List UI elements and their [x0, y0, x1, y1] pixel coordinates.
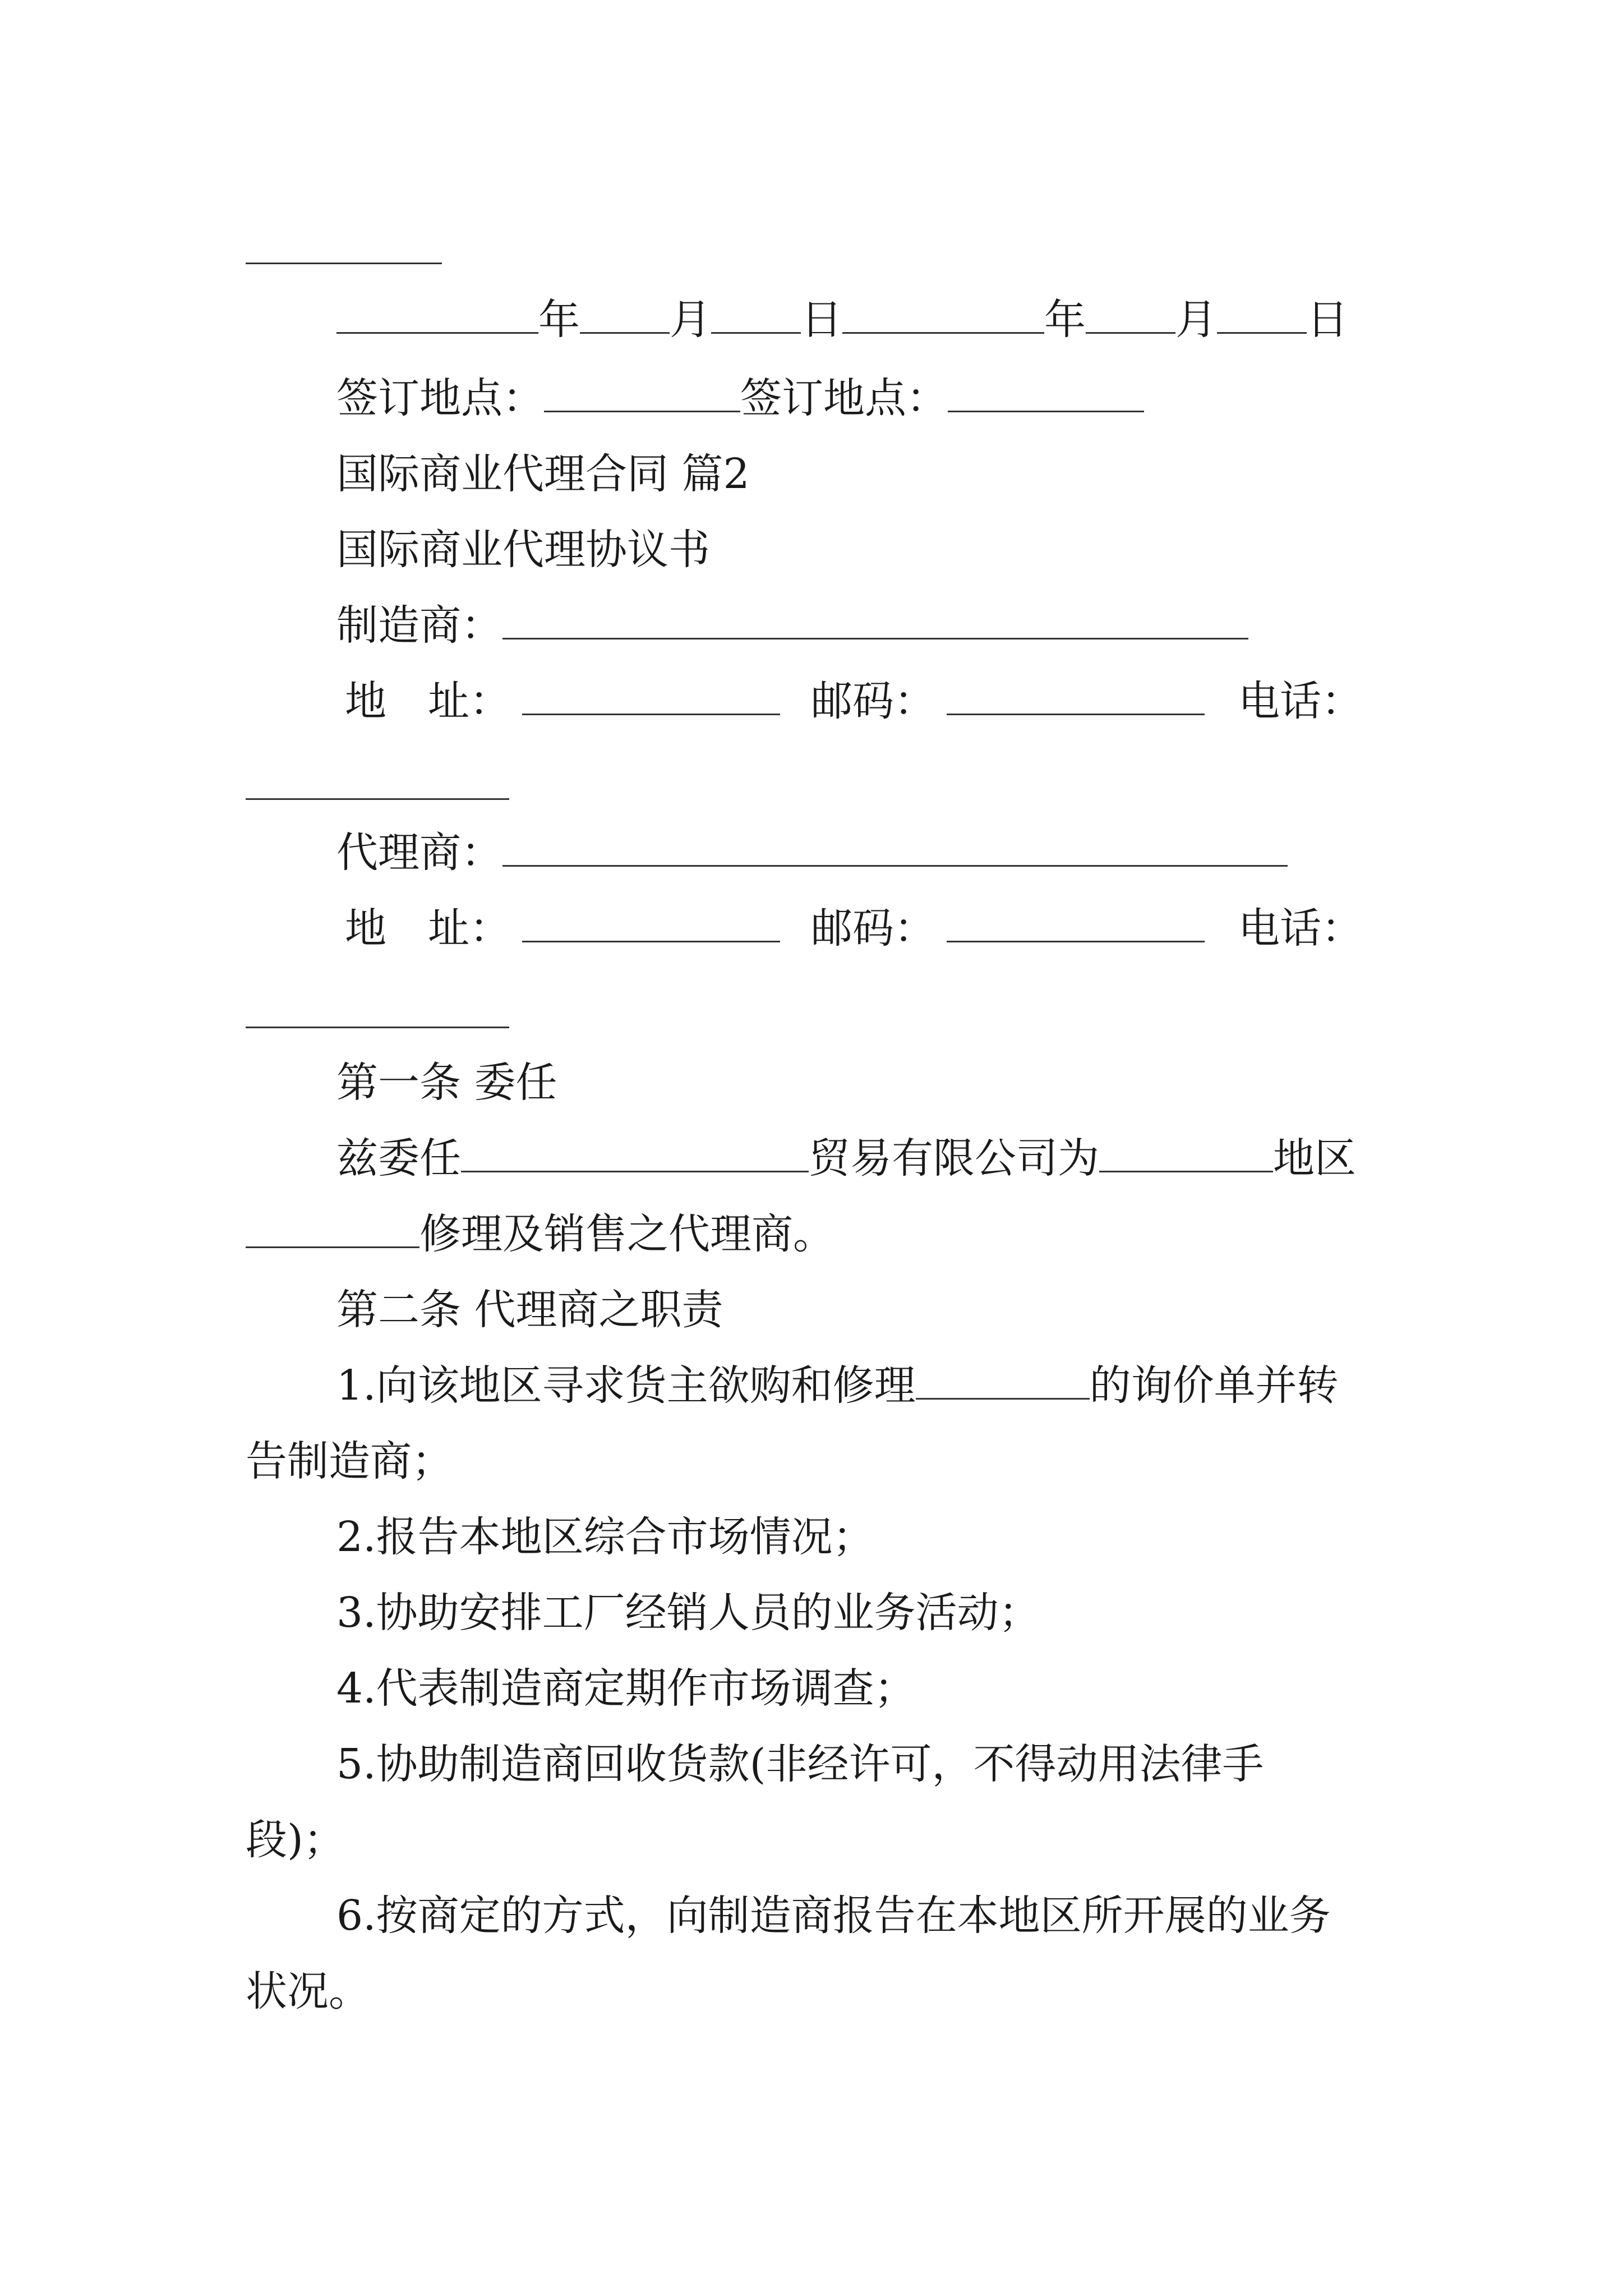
manufacturer-postcode-blank — [947, 673, 1205, 715]
article-1-company-blank — [461, 1130, 809, 1172]
sign-place-label-1: 签订地点： — [336, 374, 544, 422]
article-2-item-4: 4.代表制造商定期作市场调查； — [336, 1664, 916, 1713]
manufacturer-line — [336, 597, 1248, 654]
agent-postcode-label: 邮码： — [811, 904, 935, 953]
article-2-item-1-a: 1.向该地区寻求货主欲购和修理 — [336, 1361, 916, 1410]
agent-address-blank — [522, 900, 780, 942]
date-day-label-2: 日 — [1307, 296, 1348, 344]
article-2-title: 第二条 代理商之职责 — [336, 1286, 723, 1334]
date-year-blank-2 — [842, 292, 1044, 334]
sign-place-blank-1 — [544, 370, 740, 412]
article-2-item-1-b: 的询价单并转 — [1089, 1361, 1339, 1410]
article-1-text-d: 修理及销售之代理商。 — [419, 1210, 834, 1258]
sign-place-line — [336, 370, 1144, 426]
article-1-title: 第一条 委任 — [336, 1059, 557, 1107]
manufacturer-postcode-label: 邮码： — [811, 677, 935, 725]
sign-place-blank-2 — [948, 370, 1144, 412]
article-title: 国际商业代理合同 篇2 — [336, 450, 750, 498]
manufacturer-address-blank — [522, 673, 780, 715]
article-2-item-1-blank — [916, 1358, 1090, 1400]
date-year-label-1: 年 — [538, 296, 580, 344]
date-line — [336, 292, 1348, 348]
article-2-item-6-line-1: 6.按商定的方式，向制造商报告在本地区所开展的业务 — [336, 1892, 1331, 1940]
article-2-item-1-line-1 — [336, 1358, 1339, 1414]
article-1-text-line-1 — [336, 1130, 1356, 1186]
article-1-text-a: 兹委任 — [336, 1134, 461, 1182]
article-1-product-blank — [246, 1206, 419, 1248]
agent-phone-blank — [246, 1027, 509, 1028]
agent-contact-line — [345, 900, 1363, 956]
date-month-blank-2 — [1086, 292, 1175, 334]
article-2-item-3: 3.协助安排工厂经销人员的业务活动； — [336, 1589, 1040, 1637]
manufacturer-blank — [502, 597, 1248, 639]
sign-place-label-2: 签订地点： — [740, 374, 948, 422]
manufacturer-contact-line — [345, 673, 1363, 729]
agreement-title: 国际商业代理协议书 — [336, 526, 710, 574]
manufacturer-address-label: 地 址： — [345, 677, 511, 725]
top-blank-line — [246, 263, 442, 264]
article-2-item-5-line-1: 5.协助制造商回收货款(非经许可，不得动用法律手 — [336, 1740, 1264, 1788]
article-1-text-b: 贸易有限公司为 — [809, 1134, 1099, 1182]
manufacturer-label: 制造商： — [336, 601, 502, 650]
date-day-blank-2 — [1217, 292, 1307, 334]
manufacturer-phone-label: 电话： — [1238, 677, 1363, 725]
manufacturer-phone-blank — [246, 798, 509, 800]
article-1-text-c: 地区 — [1273, 1134, 1356, 1182]
date-month-label-2: 月 — [1175, 296, 1217, 344]
date-month-label-1: 月 — [670, 296, 711, 344]
agent-postcode-blank — [947, 900, 1205, 942]
article-1-region-blank — [1099, 1130, 1273, 1172]
date-year-label-2: 年 — [1044, 296, 1086, 344]
agent-label: 代理商： — [336, 829, 502, 877]
agent-phone-label: 电话： — [1238, 904, 1363, 953]
date-year-blank-1 — [336, 292, 538, 334]
agent-address-label: 地 址： — [345, 904, 511, 953]
date-day-blank-1 — [711, 292, 801, 334]
date-month-blank-1 — [580, 292, 670, 334]
agent-line — [336, 825, 1288, 881]
article-2-item-1-line-2: 告制造商； — [246, 1437, 453, 1485]
article-2-item-6-line-2: 状况。 — [246, 1967, 370, 2016]
article-2-item-2: 2.报告本地区综合市场情况； — [336, 1513, 874, 1561]
article-2-item-5-line-2: 段)； — [246, 1816, 345, 1864]
article-1-text-line-2 — [246, 1206, 834, 1262]
agent-blank — [502, 825, 1288, 867]
date-day-label-1: 日 — [801, 296, 842, 344]
